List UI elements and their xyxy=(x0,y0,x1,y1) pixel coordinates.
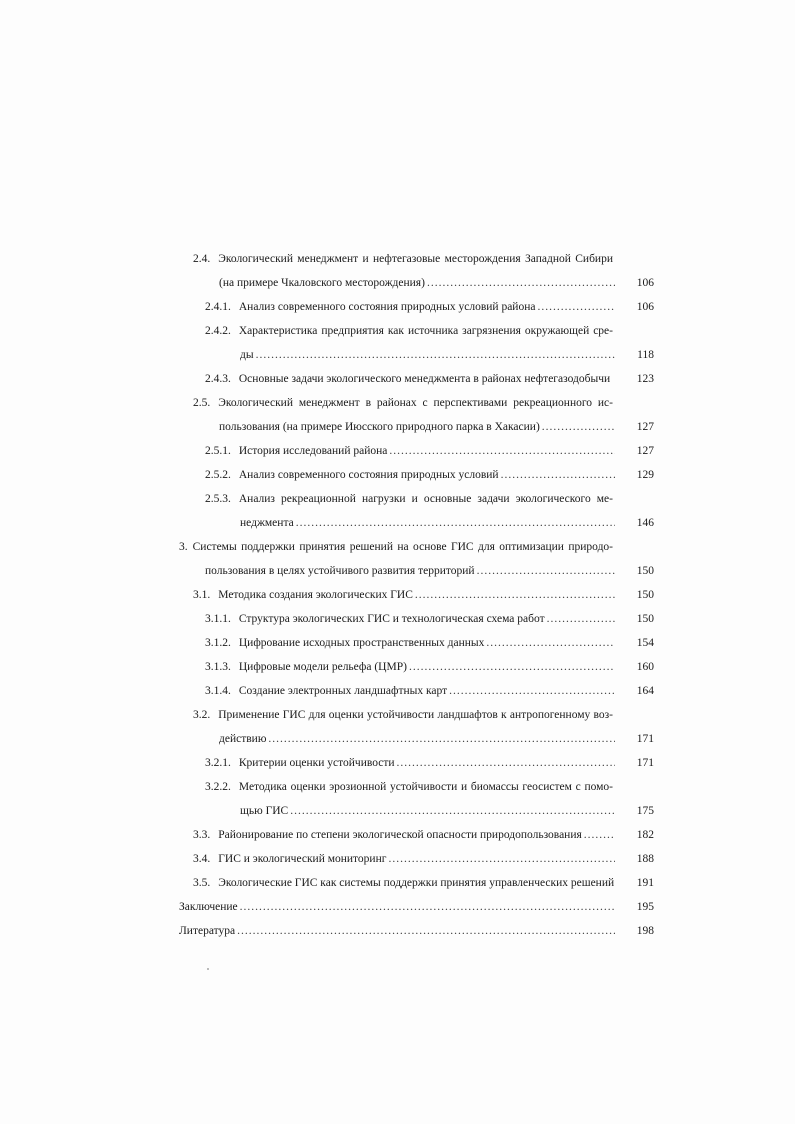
toc-entry-3-3 xyxy=(193,825,617,845)
toc-entry-number: 3.1. xyxy=(193,589,211,601)
toc-page-number: 191 xyxy=(636,877,654,889)
toc-page-number: 188 xyxy=(636,853,654,865)
toc-page-number: 106 xyxy=(636,301,654,313)
toc-entry-3-2-line-1 xyxy=(193,705,613,725)
toc-entry-number: 3.4. xyxy=(193,853,211,865)
toc-entry-2-4-1 xyxy=(205,297,617,317)
toc-entry-2-5-1 xyxy=(205,441,617,461)
dot-leader xyxy=(584,825,615,845)
dot-leader xyxy=(240,897,615,917)
toc-entry-2-5-3-line-2 xyxy=(240,513,617,533)
toc-entry-title-continued: ды xyxy=(240,349,254,361)
toc-page-number: 171 xyxy=(636,733,654,745)
toc-entry-number: 2.4.3. xyxy=(205,373,231,385)
dot-leader xyxy=(388,849,615,869)
toc-page-number: 171 xyxy=(636,757,654,769)
toc-entry-title: Методика создания экологических ГИС xyxy=(218,589,413,601)
toc-entry-number: 3.5. xyxy=(193,877,211,889)
toc-page-number: 182 xyxy=(636,829,654,841)
dot-leader xyxy=(477,561,615,581)
dot-leader xyxy=(542,417,615,437)
toc-entry-3-1 xyxy=(193,585,617,605)
toc-entry-title: Районирование по степени экологической опасности природопользования xyxy=(218,829,582,841)
toc-entry-number: 2.5.1. xyxy=(205,445,231,457)
toc-page-number: 150 xyxy=(636,565,654,577)
toc-page-number: 150 xyxy=(636,613,654,625)
toc-entry-3-1-4 xyxy=(205,681,617,701)
toc-entry-number: 3.2.2. xyxy=(205,781,231,793)
toc-entry-title-continued: пользования в целях устойчивого развития территорий xyxy=(205,565,475,577)
toc-entry-number: 3.1.3. xyxy=(205,661,231,673)
toc-entry-number: 3.1.2. xyxy=(205,637,231,649)
toc-entry-title: Критерии оценки устойчивости xyxy=(238,757,395,769)
dot-leader xyxy=(296,513,615,533)
toc-entry-3-line-1 xyxy=(179,537,613,557)
toc-entry-title: Основные задачи экологического менеджмента в районах нефтегазодобычи xyxy=(238,373,611,385)
scan-speck xyxy=(207,968,209,970)
toc-entry-2-4-3 xyxy=(205,369,615,389)
toc-entry-3-2-1 xyxy=(205,753,617,773)
dot-leader xyxy=(501,465,615,485)
toc-entry-2-5-line-2 xyxy=(219,417,617,437)
toc-entry-number: 3.2. xyxy=(193,709,211,721)
toc-entry-number: 3. xyxy=(179,541,188,553)
toc-entry-title-continued: действию xyxy=(219,733,267,745)
toc-entry-references xyxy=(179,921,617,941)
dot-leader xyxy=(409,657,615,677)
toc-page-number: 129 xyxy=(636,469,654,481)
toc-entry-2-4-2-line-1 xyxy=(205,321,613,341)
toc-page-number: 127 xyxy=(636,445,654,457)
toc-entry-number: 3.1.4. xyxy=(205,685,231,697)
toc-entry-title: Структура экологических ГИС и технологическая схема работ xyxy=(238,613,545,625)
toc-entry-title: Применение ГИС для оценки устойчивости ландшафтов к антропогенному воз- xyxy=(218,709,613,721)
dot-leader xyxy=(389,441,615,461)
toc-page-number: 150 xyxy=(636,589,654,601)
dot-leader xyxy=(486,633,615,653)
dot-leader xyxy=(415,585,615,605)
toc-entry-3-1-2 xyxy=(205,633,617,653)
dot-leader xyxy=(237,921,615,941)
toc-entry-3-5 xyxy=(193,873,615,893)
toc-entry-title-continued: пользования (на примере Июсского природного парка в Хакасии) xyxy=(219,421,540,433)
toc-page-number: 123 xyxy=(636,373,654,385)
toc-page-number: 195 xyxy=(636,901,654,913)
toc-entry-title-continued: щью ГИС xyxy=(240,805,289,817)
toc-entry-title: Цифровые модели рельефа (ЦМР) xyxy=(238,661,407,673)
toc-entry-title: ГИС и экологический мониторинг xyxy=(218,853,387,865)
dot-leader xyxy=(397,753,615,773)
toc-entry-number: 3.1.1. xyxy=(205,613,231,625)
toc-entry-title: Экологический менеджмент и нефтегазовые месторождения Западной Сибири xyxy=(218,253,613,265)
toc-entry-title: Анализ современного состояния природных условий района xyxy=(238,301,536,313)
toc-entry-title: Экологические ГИС как системы поддержки принятия управленческих решений xyxy=(218,877,615,889)
toc-entry-number: 2.5.3. xyxy=(205,493,231,505)
toc-entry-3-2-2-line-1 xyxy=(205,777,613,797)
toc-entry-3-1-1 xyxy=(205,609,617,629)
dot-leader xyxy=(537,297,615,317)
toc-page-number: 160 xyxy=(636,661,654,673)
toc-entry-title: Системы поддержки принятия решений на основе ГИС для оптимизации природо- xyxy=(192,541,613,553)
toc-entry-2-5-2 xyxy=(205,465,617,485)
toc-entry-2-5-3-line-1 xyxy=(205,489,613,509)
toc-page-number: 154 xyxy=(636,637,654,649)
dot-leader xyxy=(268,729,615,749)
toc-entry-number: 2.5. xyxy=(193,397,211,409)
toc-entry-number: 3.2.1. xyxy=(205,757,231,769)
toc-entry-3-2-line-2 xyxy=(219,729,617,749)
dot-leader xyxy=(427,273,615,293)
toc-entry-title: История исследований района xyxy=(238,445,388,457)
dot-leader xyxy=(290,801,615,821)
dot-leader xyxy=(449,681,615,701)
toc-entry-conclusion xyxy=(179,897,617,917)
toc-entry-number: 3.3. xyxy=(193,829,211,841)
toc-page-number: 175 xyxy=(636,805,654,817)
toc-page-number: 146 xyxy=(636,517,654,529)
toc-entry-2-5-line-1 xyxy=(193,393,613,413)
toc-entry-title: Заключение xyxy=(179,901,238,913)
toc-entry-2-4-line-2 xyxy=(219,273,617,293)
toc-entry-2-4-line-1 xyxy=(193,249,613,269)
toc-entry-title: Создание электронных ландшафтных карт xyxy=(238,685,448,697)
toc-page-number: 127 xyxy=(636,421,654,433)
toc-entry-title: Цифрование исходных пространственных данных xyxy=(238,637,485,649)
toc-entry-3-1-3 xyxy=(205,657,617,677)
toc-entry-number: 2.4.2. xyxy=(205,325,231,337)
toc-entry-title: Анализ современного состояния природных условий xyxy=(238,469,499,481)
dot-leader xyxy=(256,345,615,365)
toc-entry-3-4 xyxy=(193,849,617,869)
toc-entry-number: 2.5.2. xyxy=(205,469,231,481)
toc-entry-number: 2.4.1. xyxy=(205,301,231,313)
toc-entry-2-4-2-line-2 xyxy=(240,345,617,365)
toc-entry-title: Экологический менеджмент в районах с перспективами рекреационного ис- xyxy=(218,397,613,409)
toc-entry-title: Литература xyxy=(179,925,236,937)
toc-page-number: 198 xyxy=(636,925,654,937)
toc-entry-title-continued: неджмента xyxy=(240,517,294,529)
toc-entry-number: 2.4. xyxy=(193,253,211,265)
dot-leader xyxy=(547,609,615,629)
toc-page-number: 164 xyxy=(636,685,654,697)
toc-page-number: 106 xyxy=(636,277,654,289)
toc-page-number: 118 xyxy=(637,349,654,361)
toc-entry-title: Анализ рекреационной нагрузки и основные задачи экологического ме- xyxy=(238,493,613,505)
toc-entry-3-2-2-line-2 xyxy=(240,801,617,821)
toc-entry-title-continued: (на примере Чкаловского месторождения) xyxy=(219,277,425,289)
toc-entry-title: Характеристика предприятия как источника загрязнения окружающей сре- xyxy=(238,325,613,337)
toc-entry-3-line-2 xyxy=(205,561,617,581)
toc-entry-title: Методика оценки эрозионной устойчивости и биомассы геосистем с помо- xyxy=(238,781,613,793)
